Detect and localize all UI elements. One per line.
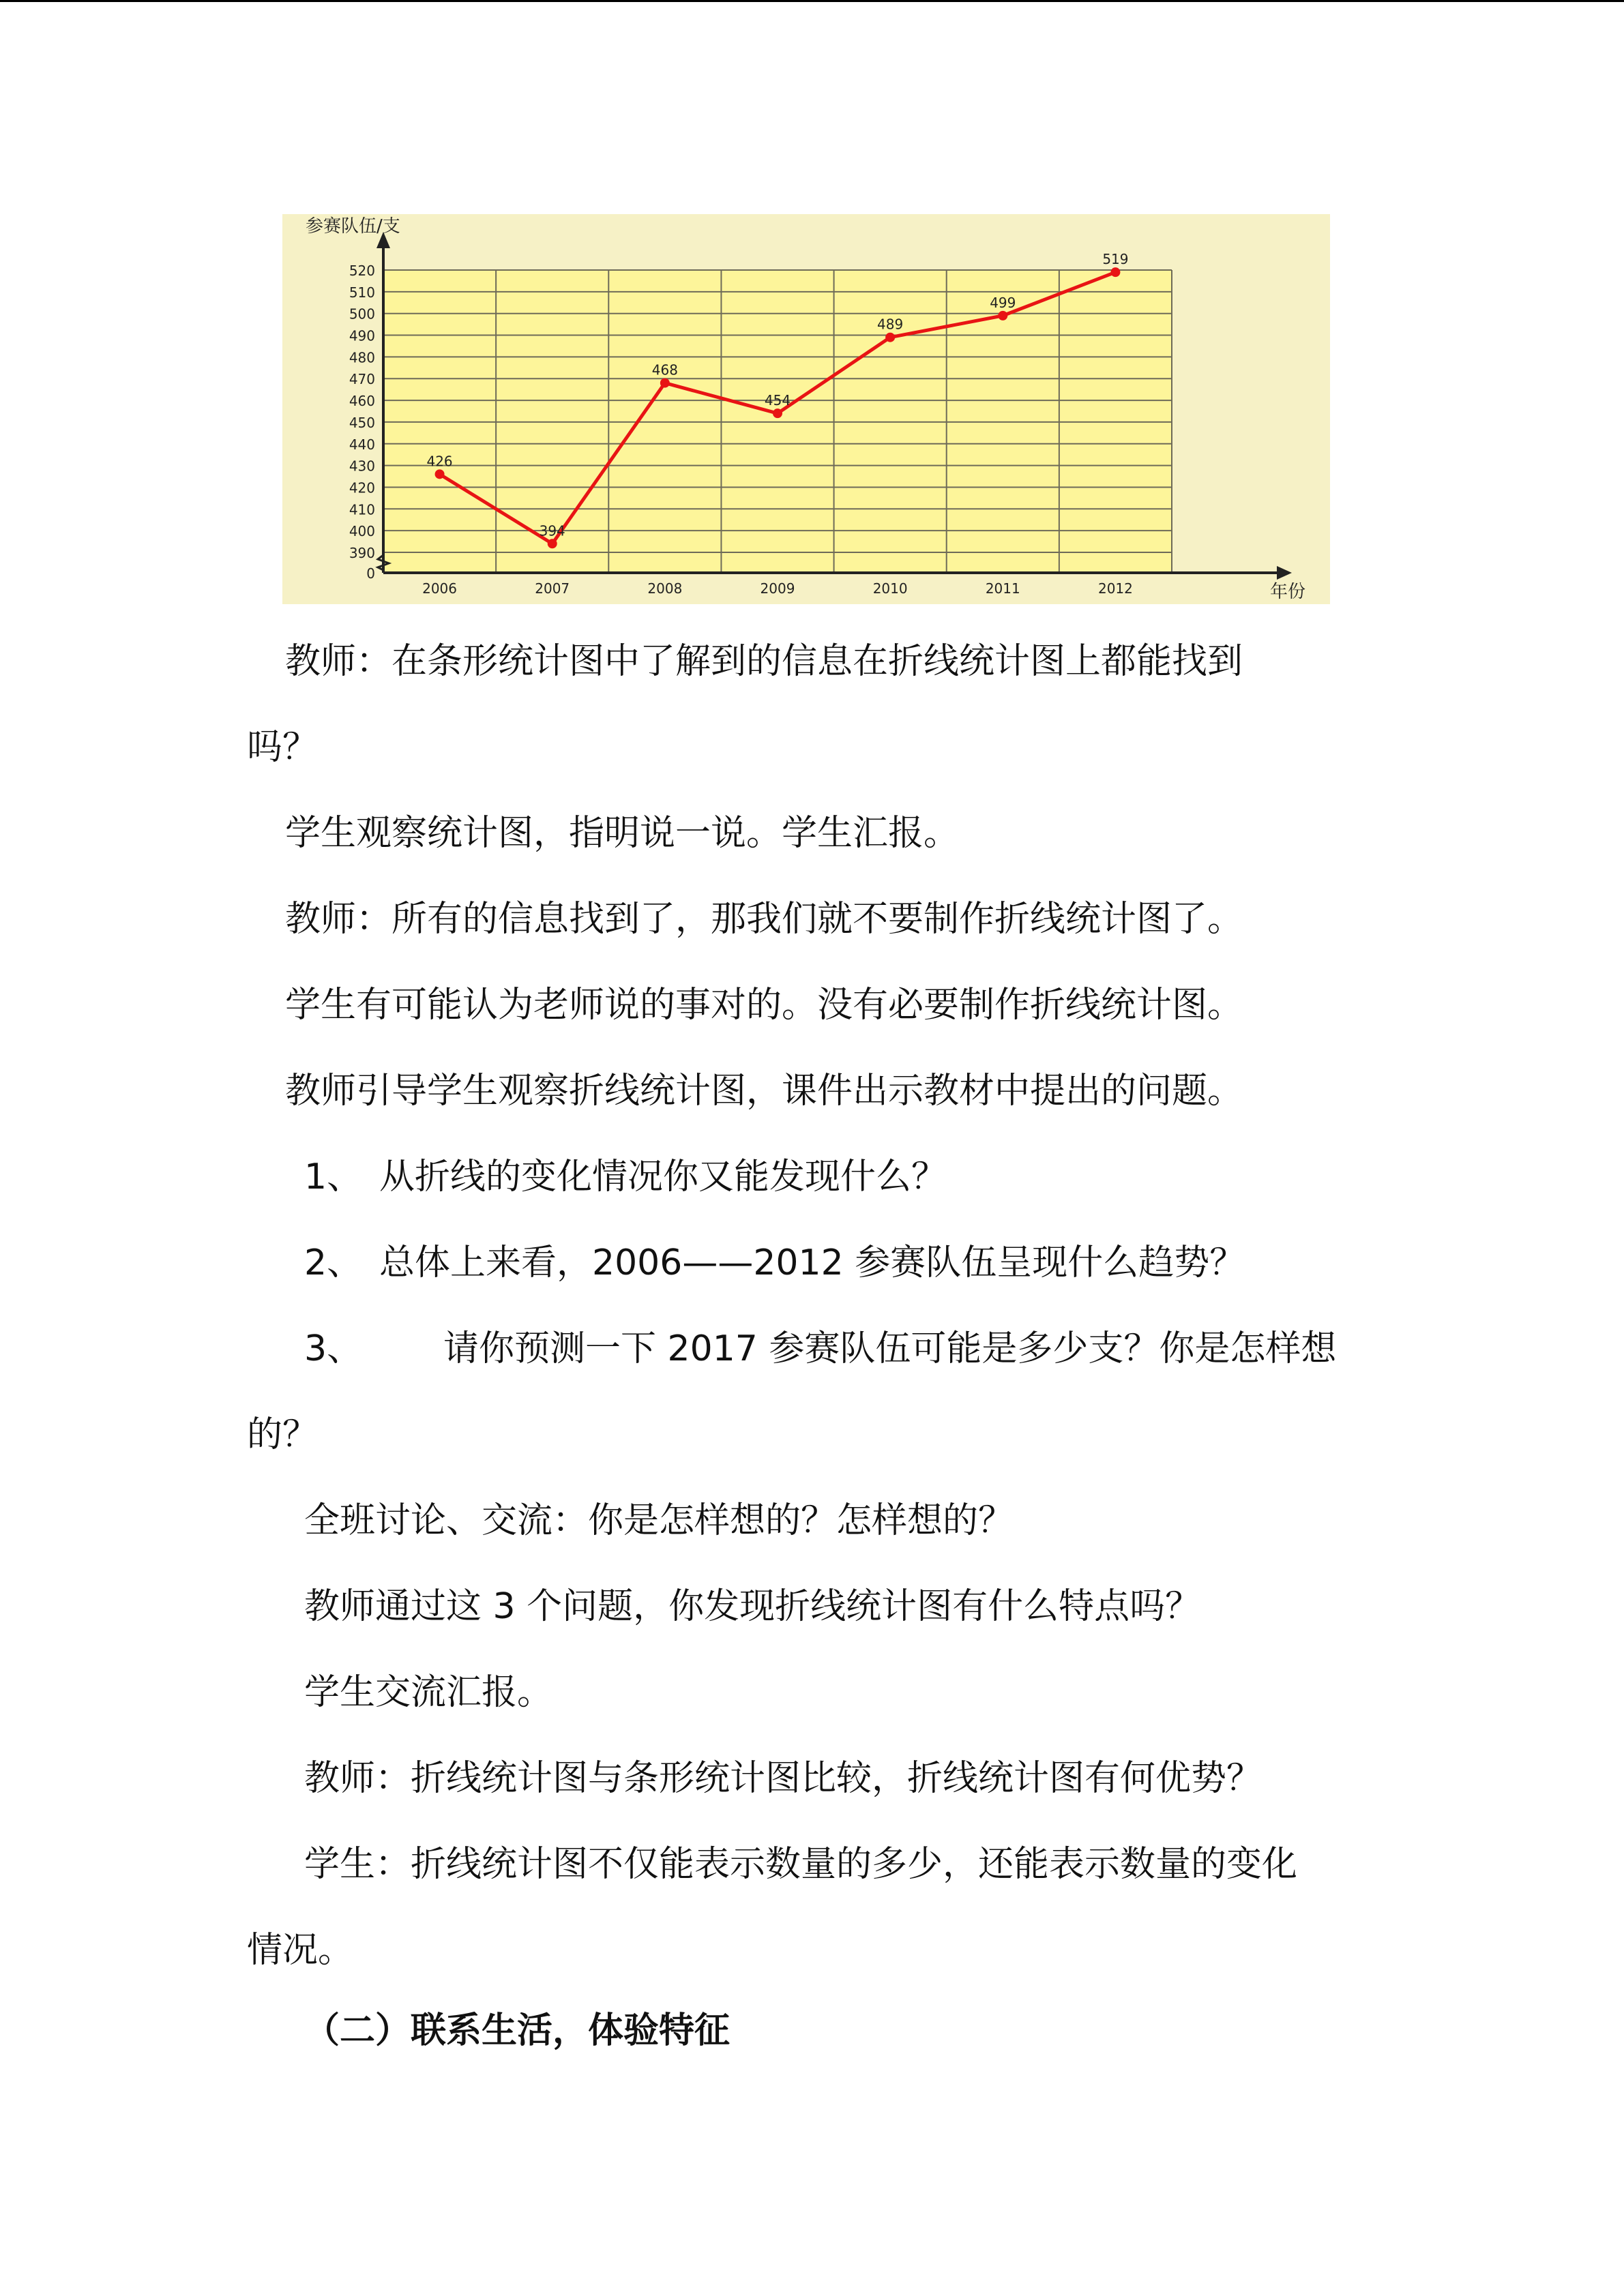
data-point	[548, 539, 557, 548]
y-tick-label: 390	[349, 545, 375, 561]
x-tick-label: 2010	[872, 580, 908, 597]
x-tick-label: 2008	[647, 580, 683, 597]
paragraph-5: 教师引导学生观察折线统计图，课件出示教材中提出的问题。	[285, 1071, 1243, 1112]
y-tick-label: 480	[349, 349, 375, 366]
question-1-number: 1、	[304, 1157, 363, 1197]
data-label: 519	[1102, 251, 1129, 268]
data-point	[773, 408, 782, 418]
data-label: 394	[539, 522, 565, 539]
paragraph-3: 教师：所有的信息找到了，那我们就不要制作折线统计图了。	[285, 899, 1243, 940]
question-1-text: 从折线的变化情况你又能发现什么？	[379, 1157, 947, 1197]
y-tick-label: 490	[349, 327, 375, 344]
x-tick-label: 2011	[985, 580, 1020, 597]
paragraph-1: 教师：在条形统计图中了解到的信息在折线统计图上都能找到	[285, 641, 1243, 682]
data-label: 489	[877, 316, 904, 333]
paragraph-10-cont: 情况。	[247, 1930, 354, 1971]
section-heading: （二）联系生活，体验特征	[304, 2010, 730, 2051]
y-tick-label: 430	[349, 458, 375, 475]
y-tick-label: 520	[349, 263, 375, 279]
data-point	[1110, 267, 1120, 277]
data-point	[998, 311, 1007, 320]
y-tick-label: 460	[349, 393, 375, 410]
x-tick-label: 2006	[422, 580, 458, 597]
question-2-number: 2、	[304, 1242, 363, 1283]
data-point	[660, 378, 670, 388]
y-tick-label: 400	[349, 523, 375, 540]
y-tick-label: 440	[349, 436, 375, 453]
question-3-text: 请你预测一下 2017 参赛队伍可能是多少支？你是怎样想	[443, 1328, 1337, 1369]
data-point	[885, 333, 895, 342]
paragraph-6: 全班讨论、交流：你是怎样想的？怎样想的？	[304, 1500, 1014, 1541]
y-tick-label: 0	[366, 565, 375, 582]
paragraph-10: 学生：折线统计图不仅能表示数量的多少，还能表示数量的变化	[304, 1844, 1298, 1885]
x-axis-title: 年份	[1270, 582, 1306, 602]
top-border	[0, 0, 1624, 2]
data-label: 468	[651, 361, 678, 378]
y-tick-label: 420	[349, 479, 375, 496]
paragraph-4: 学生有可能认为老师说的事对的。没有必要制作折线统计图。	[285, 985, 1243, 1026]
y-tick-label: 450	[349, 414, 375, 431]
y-tick-label: 410	[349, 501, 375, 518]
question-3-number: 3、	[304, 1328, 363, 1369]
x-tick-label: 2012	[1097, 580, 1133, 597]
y-tick-label: 500	[349, 305, 375, 323]
data-label: 499	[990, 294, 1016, 311]
data-label: 426	[426, 453, 453, 470]
paragraph-9: 教师：折线统计图与条形统计图比较，折线统计图有何优势？	[304, 1758, 1263, 1799]
paragraph-7: 教师通过这 3 个问题，你发现折线统计图有什么特点吗？	[304, 1586, 1201, 1627]
paragraph-2: 学生观察统计图，指明说一说。学生汇报。	[285, 813, 960, 854]
x-tick-label: 2009	[760, 580, 795, 597]
data-label: 454	[764, 392, 791, 409]
paragraph-1-cont: 吗？	[247, 727, 319, 768]
line-chart	[282, 214, 1330, 604]
paragraph-8: 学生交流汇报。	[304, 1672, 553, 1713]
y-tick-label: 510	[349, 284, 375, 301]
question-3-cont: 的？	[247, 1414, 319, 1455]
data-point	[435, 469, 445, 479]
x-tick-label: 2007	[535, 580, 570, 597]
question-2-text: 总体上来看，2006——2012 参赛队伍呈现什么趋势？	[379, 1242, 1245, 1283]
y-tick-label: 470	[349, 371, 375, 388]
y-axis-title: 参赛队伍/支	[306, 216, 400, 237]
